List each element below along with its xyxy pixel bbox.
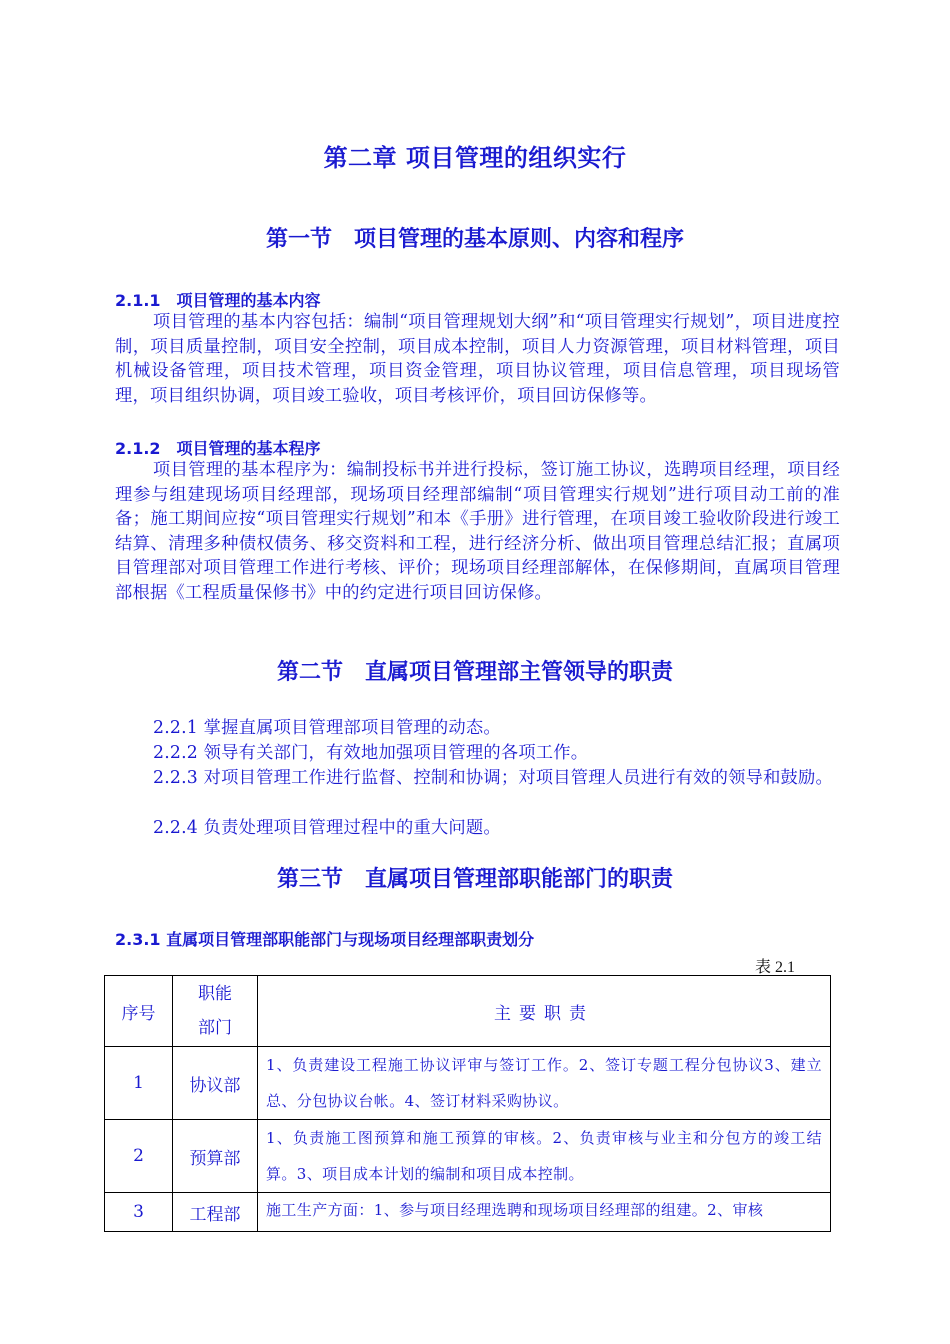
header-dept-line2: 部门: [198, 1018, 232, 1038]
table-row: [105, 1120, 831, 1193]
subsection-2-1-2-heading: 2.1.2 项目管理的基本程序: [115, 439, 321, 458]
row-dept: 预算部: [173, 1120, 258, 1193]
table-row: [105, 1047, 831, 1120]
row-duty: 1、负责施工图预算和施工预算的审核。2、负责审核与业主和分包方的竣工结算。3、项目成本计划的编制和项目成本控制。: [258, 1120, 831, 1193]
header-dept: [173, 976, 258, 1047]
duty-item: 2.2.2 领导有关部门，有效地加强项目管理的各项工作。: [153, 743, 589, 763]
table-caption: 表 2.1: [755, 959, 796, 976]
row-no: 1: [105, 1047, 173, 1120]
duty-item: 2.2.4 负责处理项目管理过程中的重大问题。: [153, 818, 501, 838]
subsection-2-3-1-heading: 2.3.1 直属项目管理部职能部门与现场项目经理部职责划分: [115, 930, 535, 949]
row-no: 3: [105, 1193, 173, 1232]
row-dept: 协议部: [173, 1047, 258, 1120]
duty-item: 2.2.3 对项目管理工作进行监督、控制和协调；对项目管理人员进行有效的领导和鼓励。: [153, 768, 833, 788]
header-dept-line1: 职能: [198, 984, 232, 1004]
header-no: 序号: [105, 976, 173, 1047]
row-duty: 施工生产方面：1、参与项目经理选聘和现场项目经理部的组建。2、审核: [258, 1193, 831, 1232]
chapter-title: 第二章 项目管理的组织实行: [323, 144, 627, 172]
table-header-row: [105, 976, 831, 1047]
subsection-2-1-1-text: 项目管理的基本内容包括：编制“项目管理规划大纲”和“项目管理实行规划”，项目进度控制，项目质量控制，项目安全控制，项目成本控制，项目人力资源管理，项目材料管理，项目机械设备管理，项目技术管理，项目资金管理，项目协议管理，项目信息管理，项目现场管理，项目组织协调，项目竣工验收，项目考核评价，项目回访保修等。: [115, 312, 840, 406]
section-1-title: 第一节 项目管理的基本原则、内容和程序: [265, 227, 684, 252]
header-duty: 主要职责: [258, 976, 831, 1047]
row-dept: 工程部: [173, 1193, 258, 1232]
section-2-title: 第二节 直属项目管理部主管领导的职责: [276, 660, 673, 685]
duty-item: 2.2.1 掌握直属项目管理部项目管理的动态。: [153, 718, 501, 738]
subsection-2-1-1-heading: 2.1.1 项目管理的基本内容: [115, 291, 321, 310]
table-row: [105, 1193, 831, 1232]
row-no: 2: [105, 1120, 173, 1193]
duty-table: [104, 975, 831, 1232]
subsection-2-1-2-text: 项目管理的基本程序为：编制投标书并进行投标，签订施工协议，选聘项目经理，项目经理参与组建现场项目经理部，现场项目经理部编制“项目管理实行规划”进行项目动工前的准备；施工期间应按“项目管理实行规划”和本《手册》进行管理，在项目竣工验收阶段进行竣工结算、清理多种债权债务、移交资料和工程，进行经济分析、做出项目管理总结汇报；直属项目管理部对项目管理工作进行考核、评价；现场项目经理部解体，在保修期间，直属项目管理部根据《工程质量保修书》中的约定进行项目回访保修。: [115, 460, 840, 603]
row-duty: 1、负责建设工程施工协议评审与签订工作。2、签订专题工程分包协议3、建立总、分包协议台帐。4、签订材料采购协议。: [258, 1047, 831, 1120]
section-3-title: 第三节 直属项目管理部职能部门的职责: [276, 867, 673, 892]
